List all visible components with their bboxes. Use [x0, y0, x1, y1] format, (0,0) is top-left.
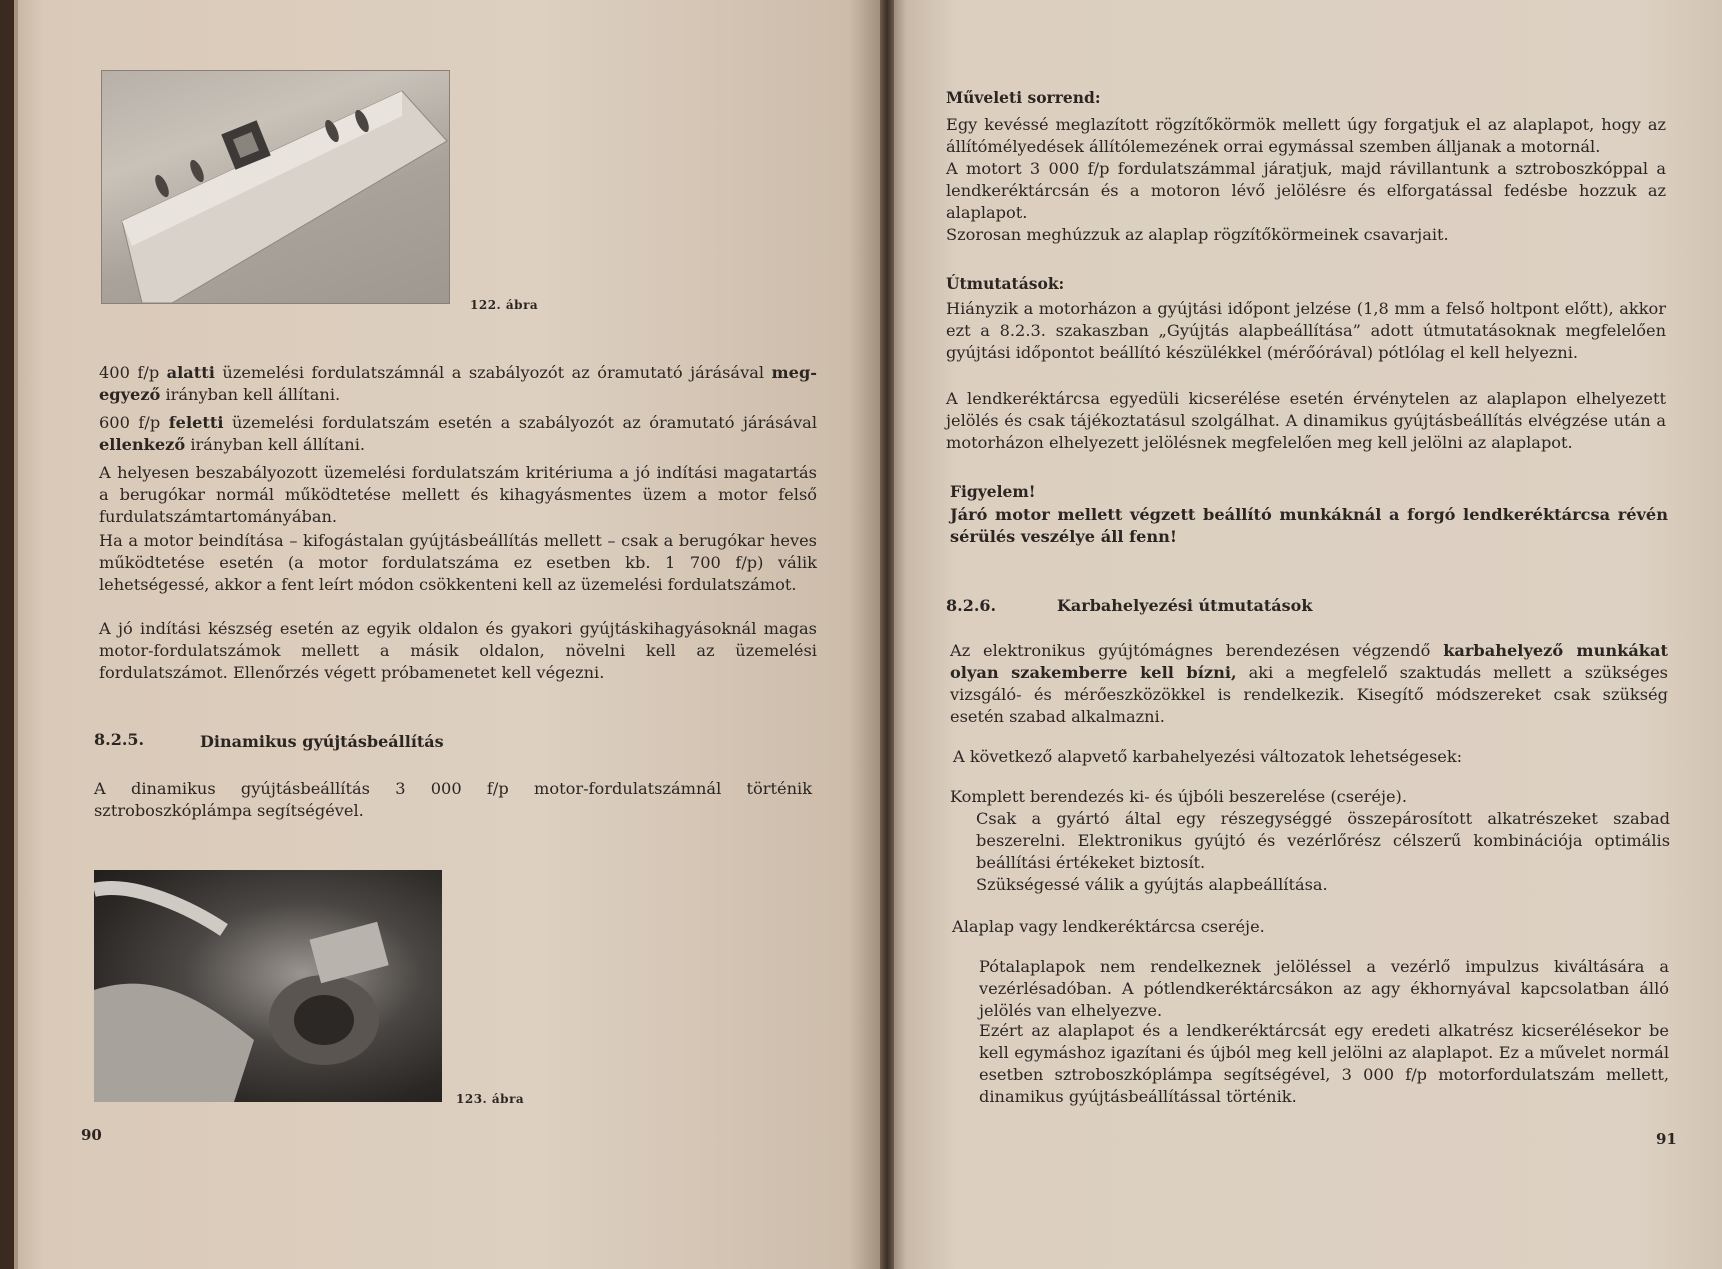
figure-123-caption: 123. ábra: [456, 1092, 525, 1106]
warning-text: Járó motor mellett végzett beállító munkáknál a forgó lendkeréktárcsa révén sérülés veszélye áll fenn!: [950, 505, 1668, 546]
paragraph: Ha a motor beindítása – kifogástalan gyújtásbeállítás mellett – csak a berugókar heves működtetése esetén (a motor fordulatszáma ez esetben kb. 1 700 f/p) válik lehetségessé, akkor a fent leírt módon csökkenteni kell az üzemelési fordulatszámot.: [99, 531, 817, 594]
paragraph: Komplett berendezés ki- és újbóli beszerelése (cseréje).: [950, 787, 1408, 806]
paragraph: Alaplap vagy lendkeréktárcsa cseréje.: [952, 917, 1265, 936]
paragraph: Csak a gyártó által egy részegységgé összepárosított alkatrészeket szabad beszerelni. Elektronikus gyújtó és vezérlőrész célszerű kombinációja optimális beállítási értékeket biztosít.: [976, 809, 1670, 872]
paragraph: 600 f/p feletti üzemelési fordulatszám esetén a szabályozót az óramutató járásával ellenkező irányban kell állítani.: [99, 413, 818, 454]
paragraph: A helyesen beszabályozott üzemelési fordulatszám kritériuma a jó indítási magatartás a berugókar normál működtetése mellett és kihagyásmentes üzem a motor felső furdulatszámtartományában.: [99, 463, 817, 526]
paragraph: A motort 3 000 f/p fordulatszámmal járatjuk, majd rávillantunk a sztroboszkóppal a lendkeréktárcsán és a motoron lévő jelölésre és elforgatással fedésbe hozzuk az alaplapot.: [946, 159, 1666, 222]
paragraph: Egy kevéssé meglazított rögzítőkörmök mellett úgy forgatjuk el az alaplapot, hogy az állítómélyedések állítólemezének orrai egymással szemben álljanak a motornál.: [946, 115, 1666, 156]
paragraph: A dinamikus gyújtásbeállítás 3 000 f/p motor-fordulatszámnál történik sztroboszkóplámpa segítségével.: [94, 779, 812, 820]
page-number-right: 91: [1656, 1130, 1677, 1148]
motor-strobe-image: [94, 870, 442, 1102]
paragraph: Pótalaplapok nem rendelkeznek jelöléssel a vezérlő impulzus kiváltására a vezérlésadóban. A pótlendkeréktárcsákon az agy ékhornyával kapcsolatban álló jelölés van elhelyezve.: [979, 957, 1669, 1020]
page-number-left: 90: [81, 1126, 102, 1144]
figure-123-photo: [94, 870, 442, 1102]
heading-utmutatasok: Útmutatások:: [946, 274, 1065, 293]
heading-muveleti-sorrend: Műveleti sorrend:: [946, 88, 1101, 107]
paragraph: Szükségessé válik a gyújtás alapbeállítása.: [976, 875, 1328, 894]
section-number: 8.2.5.: [94, 730, 145, 749]
heading-figyelem: Figyelem!: [950, 482, 1036, 501]
paragraph: A jó indítási készség esetén az egyik oldalon és gyakori gyújtáskihagyásoknál magas motor-fordulatszámok mellett a másik oldalon, növelni kell az üzemelési fordulatszámot. Ellenőrzés végett próbamenetet kell végezni.: [99, 619, 817, 682]
paragraph: A lendkeréktárcsa egyedüli kicserélése esetén érvénytelen az alaplapon elhelyezett jelölés és csak tájékoztatásul szolgálhat. A dinamikus gyújtásbeállítás elvégzése után a motorházon elhelyezett jelölésnek megfelelően meg kell jelölni az alaplapot.: [946, 389, 1666, 452]
paragraph: Az elektronikus gyújtómágnes berendezésen végzendő karbahelyező munkákat olyan szakemberre kell bízni, aki a megfelelő szaktudás mellett a szükséges vizsgáló- és mérőeszközökkel is rendelkezik. Kisegítő módszereket csak szükség esetén szabad alkalmazni.: [950, 641, 1668, 726]
section-title: Dinamikus gyújtásbeállítás: [200, 732, 444, 751]
paragraph: Szorosan meghúzzuk az alaplap rögzítőkörmeinek csavarjait.: [946, 225, 1449, 244]
section-title: Karbahelyezési útmutatások: [1057, 596, 1313, 615]
section-number: 8.2.6.: [946, 596, 997, 615]
paragraph: Ezért az alaplapot és a lendkeréktárcsát egy eredeti alkatrész kicserélésekor be kell egymáshoz igazítani és újból meg kell jelölni az alaplapot. Ez a művelet normál esetben sztroboszkóplámpa segítségével, 3 000 f/p motorfordulatszám mellett, dinamikus gyújtásbeállítással történik.: [979, 1021, 1669, 1106]
figure-122-caption: 122. ábra: [470, 298, 539, 312]
book-gutter: [880, 0, 894, 1269]
paragraph: 400 f/p alatti üzemelési fordulatszámnál a szabályozót az óramutató járásával meg-egyező irányban kell állítani.: [99, 363, 817, 404]
figure-122-photo: [101, 70, 450, 304]
ignition-module-image: [102, 71, 449, 303]
paragraph: Hiányzik a motorházon a gyújtási időpont jelzése (1,8 mm a felső holtpont előtt), akkor ezt a 8.2.3. szakaszban „Gyújtás alapbeállítása” adott útmutatásoknak megfelelően gyújtási időpontot beállító készülékkel (mérőórával) pótlólag el kell helyezni.: [946, 299, 1666, 362]
paragraph: A következő alapvető karbahelyezési változatok lehetségesek:: [953, 747, 1463, 766]
